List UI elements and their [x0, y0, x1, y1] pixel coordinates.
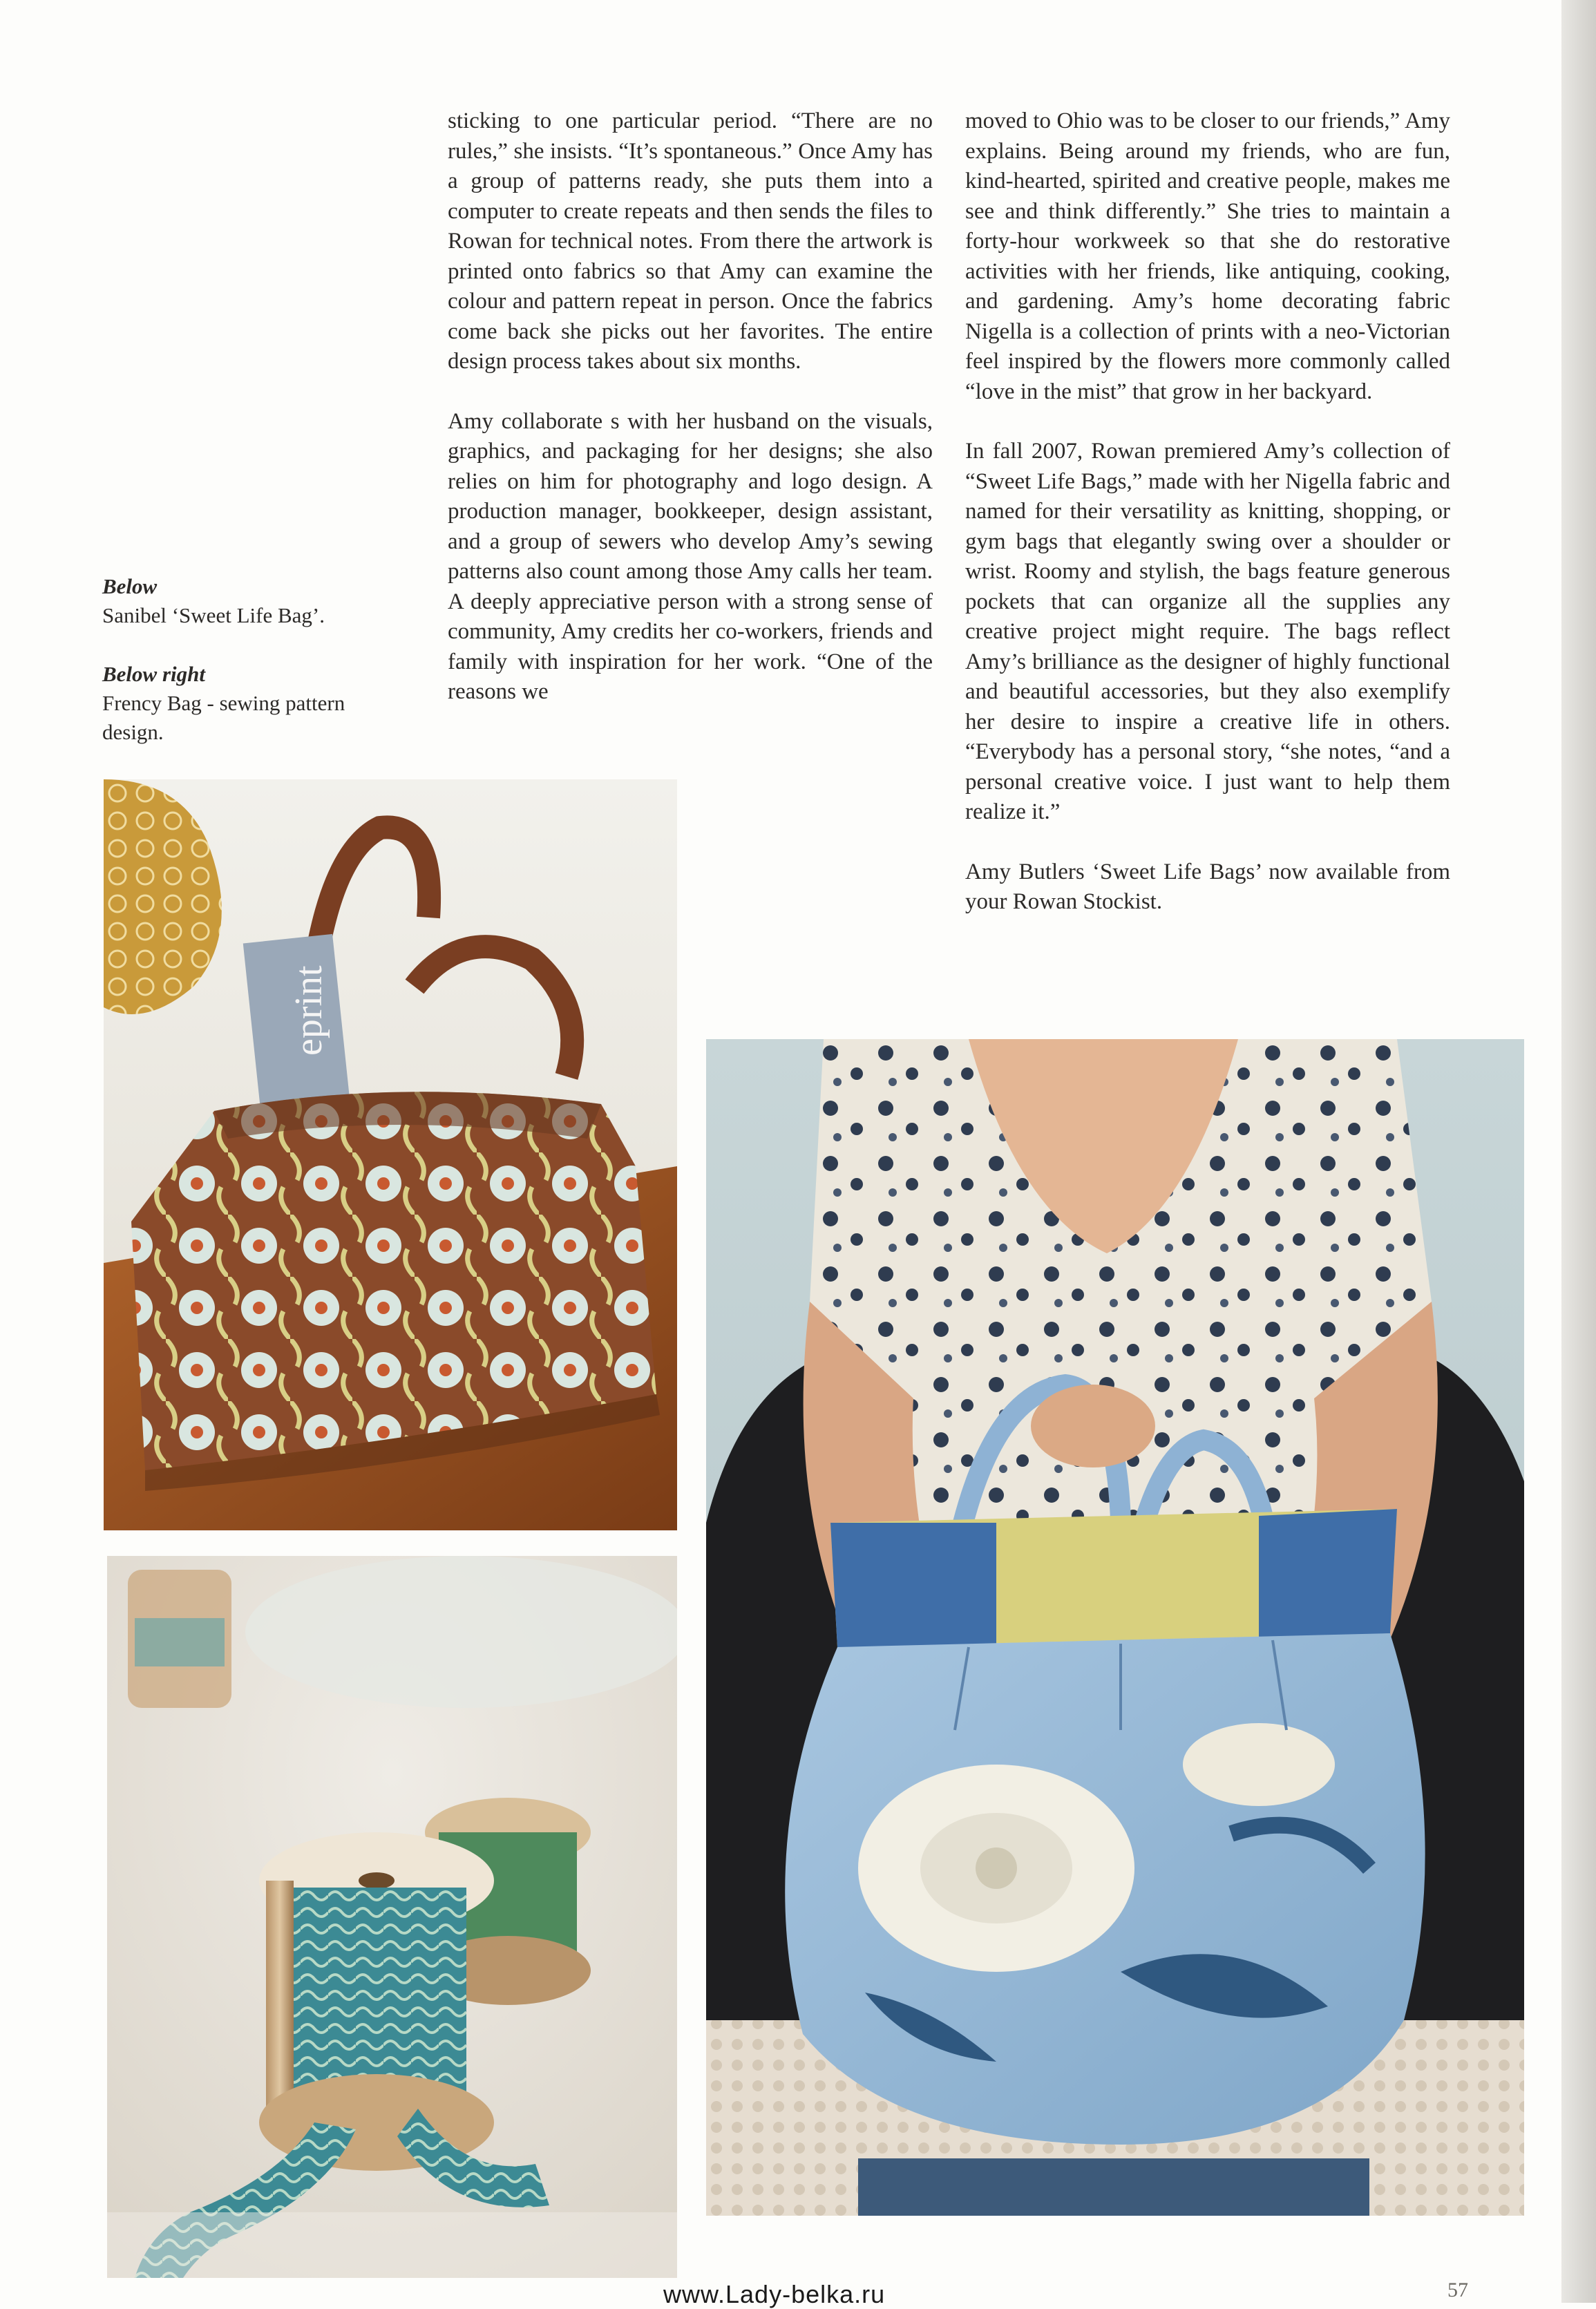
caption-below	[102, 572, 392, 630]
article-column-1	[448, 106, 933, 737]
caption-text: Sanibel ‘Sweet Life Bag’.	[102, 603, 325, 627]
photo-ribbon-spools	[107, 1556, 677, 2278]
watermark: www.Lady-belka.ru	[663, 2280, 886, 2308]
article-paragraph: Amy Butlers ‘Sweet Life Bags’ now available from your Rowan Stockist.	[965, 859, 1450, 914]
magazine-cover-text: eprint	[287, 965, 330, 1056]
page-number: 57	[1447, 2279, 1468, 2301]
page-edge-shadow	[1561, 0, 1596, 2303]
photo-frency-bag	[706, 1039, 1524, 2216]
article-paragraph: In fall 2007, Rowan premiered Amy’s collection of “Sweet Life Bags,” made with her Nigella fabric and named for their versatility as knitting, shopping, or gym bags that elegantly swing over a shoulder or wrist. Roomy and stylish, the bags feature generous pockets that can organize all the supplies any creative project might require. The bags reflect Amy’s brilliance as the designer of highly functional and beautiful accessories, but they also exemplify her desire to inspire a creative life in others. “Everybody has a personal story, “she notes, “and a personal creative voice. I just want to help them realize it.”	[965, 439, 1450, 824]
article-paragraph: Amy collaborate s with her husband on the visuals, graphics, and packaging for her designs; she also relies on him for photography and logo design. A production manager, bookkeeper, design assistant, and a group of sewers who develop Amy’s sewing patterns also count among those Amy calls her team. A deeply appreciative person with a strong sense of community, Amy credits her co-workers, friends and family with inspiration for her work. “One of the reasons we	[448, 408, 933, 704]
caption-label: Below	[102, 574, 158, 598]
caption-below-right	[102, 660, 392, 747]
caption-text: Frency Bag - sewing pattern design.	[102, 691, 345, 744]
photo-sanibel-bag	[104, 779, 677, 1530]
article-column-2	[965, 106, 1450, 947]
caption-label: Below right	[102, 662, 206, 686]
article-paragraph: sticking to one particular period. “There are no rules,” she insists. “It’s spontaneous.” Once Amy has a group of patterns ready, she puts them into a computer to create repeats and then sends the files to Rowan for technical notes. From there the artwork is printed onto fabrics so that Amy can examine the colour and pattern repeat in person. Once the fabrics come back she picks out her favorites. The entire design process takes about six months.	[448, 108, 933, 374]
article-paragraph: moved to Ohio was to be closer to our friends,” Amy explains. Being around my friends, who are fun, kind-hearted, spirited and creative people, makes me see and think differently.” She tries to maintain a forty-hour workweek so that she do restorative activities with her friends, like antiquing, cooking, and gardening. Amy’s home decorating fabric Nigella is a collection of prints with a neo-Victorian feel inspired by the flowers more commonly called “love in the mist” that grow in her backyard.	[965, 108, 1450, 404]
